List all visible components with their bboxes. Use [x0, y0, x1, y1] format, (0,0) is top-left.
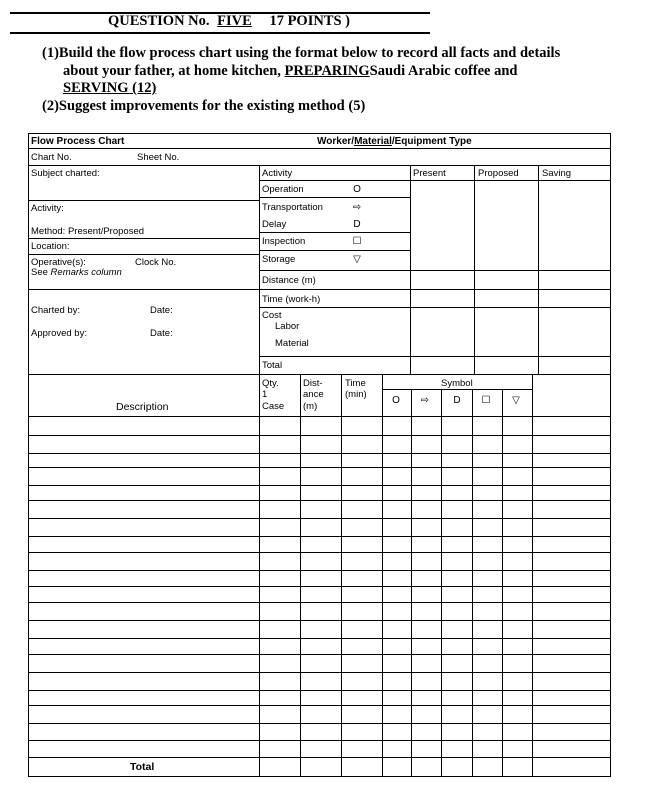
transport-arrow-icon: ⇨ — [420, 395, 430, 406]
see-label: See — [31, 267, 48, 278]
distance-header-1: Dist- — [303, 378, 323, 389]
chart-type-material: Material — [354, 136, 392, 147]
instruction-1-text: Build the flow process chart using the format below to record all facts and details — [58, 45, 561, 61]
rule — [28, 518, 611, 519]
question-points: 17 POINTS ) — [269, 13, 351, 29]
col-divider-left — [259, 165, 260, 776]
rule — [28, 165, 611, 166]
instruction-1-line-2-pre: about your father, at home kitchen, — [63, 63, 281, 79]
detail-total-label: Total — [130, 761, 155, 773]
rule — [259, 356, 611, 357]
summary-inspection-label: Inspection — [262, 236, 306, 247]
rule — [259, 197, 411, 198]
col-divider-sym-2 — [441, 389, 442, 776]
chart-type-post: /Equipment Type — [391, 136, 472, 147]
transport-arrow-icon: ⇨ — [352, 202, 362, 213]
instruction-2 — [42, 98, 365, 115]
rule — [28, 453, 611, 454]
rule — [382, 389, 532, 390]
rule — [28, 586, 611, 587]
qty-header-1: Qty. — [262, 378, 279, 389]
description-header: Description — [116, 401, 169, 413]
inspection-square-icon: ☐ — [481, 395, 491, 406]
rule — [28, 620, 611, 621]
rule — [28, 705, 611, 706]
storage-triangle-icon: ▽ — [353, 254, 361, 265]
chart-title: Flow Process Chart — [31, 136, 125, 147]
sheet-no-label: Sheet No. — [137, 152, 180, 163]
operatives-label: Operative(s): — [31, 257, 86, 268]
rule — [28, 570, 611, 571]
storage-triangle-icon: ▽ — [512, 395, 520, 406]
rule — [259, 289, 611, 290]
instruction-1-line-2 — [63, 63, 518, 80]
rule — [28, 757, 611, 758]
labor-label: Labor — [275, 321, 300, 332]
rule — [28, 416, 611, 417]
rule — [28, 690, 611, 691]
distance-label: Distance (m) — [262, 275, 316, 286]
header-bottom-rule — [10, 32, 430, 34]
chart-type — [317, 136, 472, 147]
rule — [28, 467, 611, 468]
instruction-1-line-1 — [42, 45, 560, 62]
qty-header-2: 1 — [262, 389, 268, 400]
chart-no-label: Chart No. — [31, 152, 72, 163]
proposed-header: Proposed — [478, 168, 519, 179]
rule — [28, 672, 611, 673]
delay-icon: D — [353, 219, 361, 230]
rule — [259, 270, 611, 271]
method-label: Method: Present/Proposed — [31, 226, 145, 237]
summary-storage-label: Storage — [262, 254, 296, 265]
see-remarks-label — [31, 267, 122, 278]
question-label: QUESTION No. — [108, 13, 210, 29]
time-header-1: Time — [345, 378, 366, 389]
date-label-1: Date: — [150, 305, 173, 316]
instruction-1-preparing: PREPARING — [284, 63, 370, 79]
present-header: Present — [413, 168, 446, 179]
saving-header: Saving — [542, 168, 572, 179]
col-divider-sym-1 — [411, 389, 412, 776]
rule — [28, 238, 259, 239]
charted-by-label: Charted by: — [31, 305, 81, 316]
inspection-square-icon: ☐ — [352, 236, 362, 247]
location-label: Location: — [31, 241, 70, 252]
summary-operation-label: Operation — [262, 184, 304, 195]
operation-icon: O — [353, 184, 361, 195]
rule — [28, 500, 611, 501]
clock-no-label: Clock No. — [135, 257, 177, 268]
rule — [28, 374, 611, 375]
time-header-2: (min) — [345, 389, 367, 400]
question-title — [108, 13, 350, 30]
instruction-1-line-2-post: Saudi Arabic coffee and — [369, 63, 518, 79]
summary-total-label: Total — [262, 360, 283, 371]
delay-icon: D — [453, 395, 461, 406]
form-border-top — [28, 133, 611, 134]
rule — [28, 723, 611, 724]
instruction-2-number: (2) — [42, 98, 59, 114]
chart-type-pre: Worker/ — [317, 136, 355, 147]
instruction-2-text: Suggest improvements for the existing method (5) — [58, 98, 366, 114]
rule — [259, 250, 411, 251]
operation-icon: O — [392, 395, 400, 406]
distance-header-2: ance — [303, 389, 324, 400]
summary-delay-label: Delay — [262, 219, 287, 230]
remarks-column-label: Remarks column — [50, 267, 122, 278]
form-border-bottom — [28, 776, 611, 777]
rule — [259, 180, 611, 181]
rule — [28, 740, 611, 741]
form-border-left — [28, 133, 29, 776]
summary-transportation-label: Transportation — [262, 202, 323, 213]
rule — [28, 536, 611, 537]
rule — [259, 307, 611, 308]
distance-header-3: (m) — [303, 401, 318, 412]
col-divider-sym-4 — [502, 389, 503, 776]
rule — [28, 552, 611, 553]
symbol-header: Symbol — [441, 378, 473, 389]
rule — [28, 435, 611, 436]
rule — [28, 654, 611, 655]
rule — [28, 602, 611, 603]
time-work-label: Time (work-h) — [262, 294, 321, 305]
qty-header-3: Case — [262, 401, 285, 412]
cost-label: Cost — [262, 310, 282, 321]
instruction-1-line-3: SERVING (12) — [63, 80, 157, 96]
activity-label: Activity: — [31, 203, 64, 214]
form-border-right — [610, 133, 611, 776]
subject-charted-label: Subject charted: — [31, 168, 100, 179]
rule — [259, 232, 411, 233]
col-divider-sym-3 — [472, 389, 473, 776]
rule — [28, 200, 259, 201]
activity-header: Activity — [262, 168, 293, 179]
instruction-1-number: (1) — [42, 45, 59, 61]
question-number: FIVE — [217, 13, 252, 29]
rule — [28, 638, 611, 639]
rule — [28, 254, 259, 255]
rule — [28, 289, 259, 290]
material-label: Material — [275, 338, 309, 349]
rule — [28, 485, 611, 486]
date-label-2: Date: — [150, 328, 173, 339]
approved-by-label: Approved by: — [31, 328, 87, 339]
rule — [28, 148, 611, 149]
